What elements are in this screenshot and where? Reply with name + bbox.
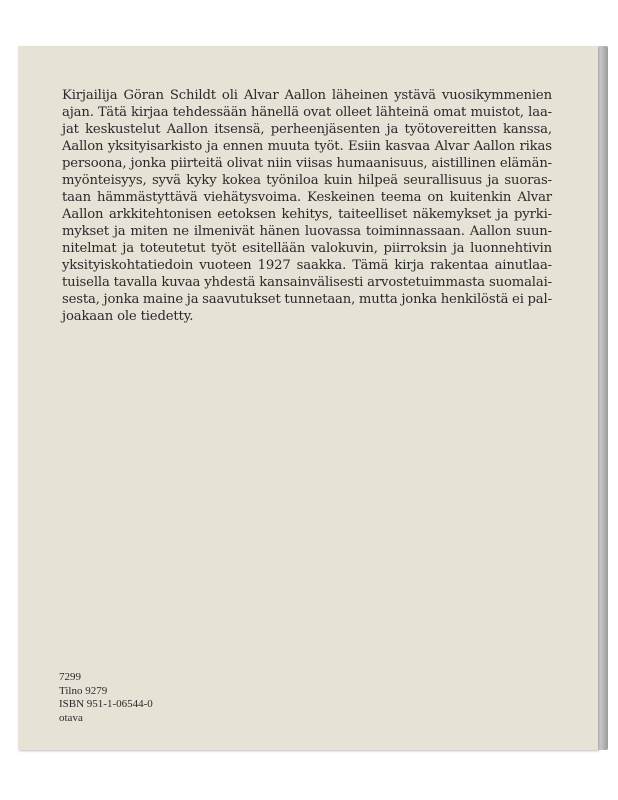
blurb-line: ajan. Tätä kirjaa tehdessään hänellä ovat olleet lähteinä omat muistot, laa- [62,105,552,120]
isbn-number: ISBN 951-1-06544-0 [59,698,153,710]
blurb-line: nitelmat ja toteutetut työt esitellään valokuvin, piirroksin ja luonnehtivin [62,241,552,256]
blurb-line: joakaan ole tiedetty. [62,309,194,324]
imprint-block [59,671,153,725]
blurb-line: tuisella tavalla kuvaa yhdestä kansainvälisesti arvostetuimmasta suomalai- [62,275,552,290]
blurb-line: yksityiskohtatiedoin vuoteen 1927 saakka. Tämä kirja rakentaa ainutlaa- [62,258,552,273]
blurb-line: sesta, jonka maine ja saavutukset tunnetaan, mutta jonka henkilöstä ei pal- [62,292,552,307]
back-cover-blurb [62,87,552,325]
blurb-line: myönteisyys, syvä kyky kokea työniloa kuin hilpeä seurallisuus ja suoras- [62,173,552,188]
blurb-line: persoona, jonka piirteitä olivat niin viisas humaanisuus, aistillinen elämän- [62,156,552,171]
publisher-name: otava [59,711,83,724]
blurb-line: jat keskustelut Aallon itsensä, perheenjäsenten ja työtovereitten kanssa, [62,122,552,137]
blurb-line: Aallon yksityisarkisto ja ennen muuta työt. Esiin kasvaa Alvar Aallon rikas [62,139,552,154]
blurb-line: mykset ja miten ne ilmenivät hänen luovassa toiminnassaan. Aallon suun- [62,224,552,239]
product-code: 7299 [59,671,81,683]
tilno-number: Tilno 9279 [59,684,108,697]
blurb-line: taan hämmästyttävä viehätysvoima. Keskeinen teema on kuitenkin Alvar [62,190,552,205]
blurb-line: Kirjailija Göran Schildt oli Alvar Aallon läheinen ystävä vuosikymmenien [62,88,552,103]
blurb-line: Aallon arkkitehtonisen eetoksen kehitys, taiteelliset näkemykset ja pyrki- [62,207,552,222]
